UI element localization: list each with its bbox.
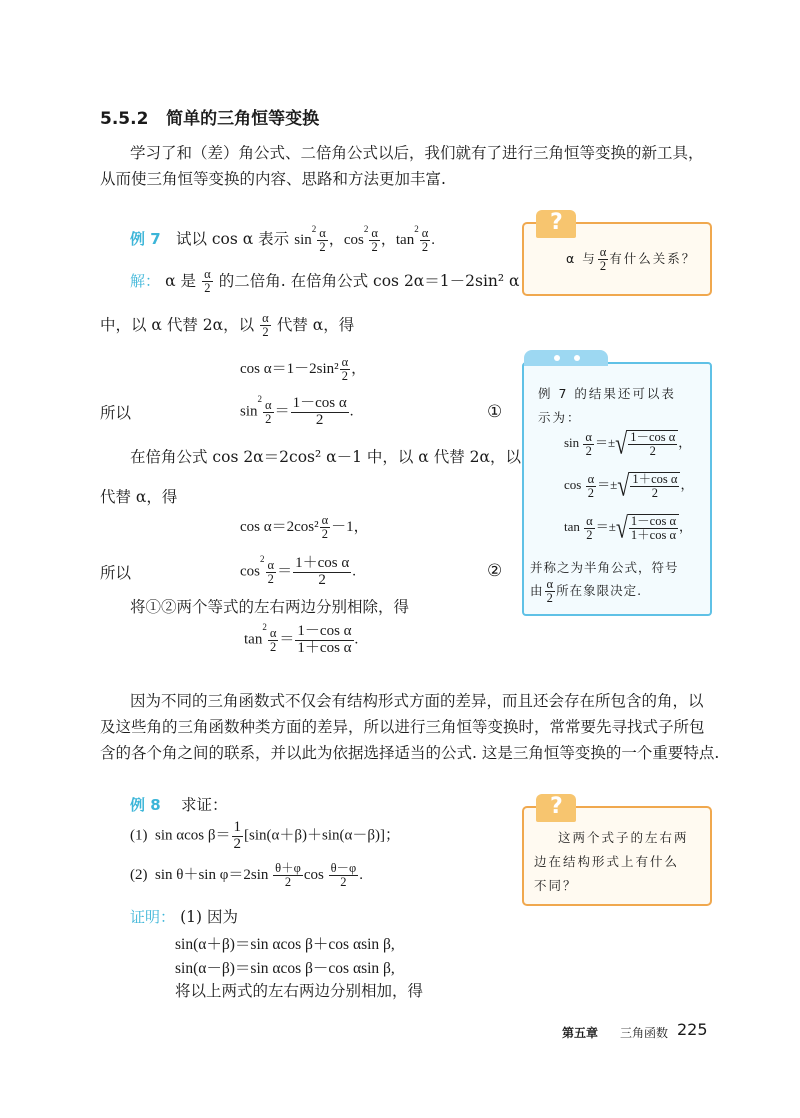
question-box-1-text-b: 有什么关系？ bbox=[609, 251, 697, 267]
proof-line-1 bbox=[130, 904, 238, 930]
page-number: 225 bbox=[677, 1020, 708, 1039]
note-line-4-b: 所在象限决定. bbox=[556, 583, 643, 599]
example-7-prompt bbox=[130, 226, 435, 254]
question-mark-icon: ? bbox=[550, 210, 563, 235]
paragraph-2-text-a: 在倍角公式 cos 2α＝2cos² α－1 中，以 α 代替 2α，以 bbox=[130, 448, 521, 467]
paragraph-line-3: 含的各个角之间的联系，并以此为依据选择适当的公式. 这是三角恒等变换的一个重要特点. bbox=[100, 744, 720, 762]
so-label-1: 所以 bbox=[100, 404, 132, 422]
example-7-targets: $\sin^2$ $\frac{\alpha}{2}$ ，$\cos^2$ $\frac{\alpha}{2}$ ，$\tan^2$ $\frac{\alpha}{2}$ . bbox=[294, 224, 436, 255]
note-tab bbox=[524, 350, 608, 366]
question-box-1 bbox=[522, 210, 712, 296]
question-box-2-line-3: 不同？ bbox=[534, 878, 578, 893]
section-number: 5.5.2 bbox=[100, 109, 149, 129]
intro-line-1: 学习了和（差）角公式、二倍角公式以后，我们就有了进行三角恒等变换的新工具， bbox=[130, 144, 704, 162]
part-2-cos: cos bbox=[303, 867, 324, 884]
solution-label: 解： bbox=[130, 272, 161, 291]
proof-label: 证明： bbox=[130, 908, 176, 926]
equation-1: $\sin^2$ $\frac{\alpha}{2}$ ＝ $\frac{\text{1－cos α}}{2}$ . bbox=[240, 394, 354, 428]
equation-2: $\cos^2$ $\frac{\alpha}{2}$ ＝ $\frac{\text{1＋cos α}}{2}$ . bbox=[240, 554, 356, 588]
example-8-prompt bbox=[130, 792, 228, 818]
solution-line-2: 中，以 α 代替 2α，以 $\frac{\alpha}{2}$ 代替 α，得 bbox=[100, 311, 355, 340]
question-badge-2 bbox=[536, 794, 576, 822]
note-line-4-a: 由 bbox=[530, 583, 544, 599]
equation-cos-alpha-1-text: cos α＝1－2sin² bbox=[240, 361, 339, 378]
note-box bbox=[522, 362, 712, 616]
footer-chapter: 第五章 bbox=[562, 1026, 599, 1040]
footer-chapter-name: 三角函数 bbox=[620, 1026, 669, 1040]
equation-cos-alpha-1: cos α＝1－2sin² $\frac{\alpha}{2}$ ， bbox=[240, 355, 367, 384]
example-7-text: 试以 cos α 表示 bbox=[175, 230, 290, 248]
paragraph-line-1: 因为不同的三角函数式不仅会有结构形式方面的差异，而且还会存在所包含的角，以 bbox=[130, 692, 704, 710]
equation-cos-alpha-2-text: cos α＝2cos² bbox=[240, 519, 319, 536]
section-heading bbox=[100, 104, 319, 129]
example-7-label: 例 7 bbox=[130, 230, 161, 248]
solution-text-a: α 是 bbox=[165, 272, 197, 291]
solution-text-b: 的二倍角. 在倍角公式 cos 2α＝1－2sin² α bbox=[218, 272, 520, 291]
equation-number-2: ② bbox=[487, 561, 503, 581]
proof-equation-1: sin(α＋β)＝sin αcos β＋cos αsin β, bbox=[175, 936, 395, 953]
note-line-1: 例 7 的结果还可以表 bbox=[538, 386, 676, 401]
equation-cos-alpha-2-tail: －1， bbox=[331, 519, 369, 536]
paragraph-2-line-2: 代替 α，得 bbox=[100, 488, 178, 506]
part-2-lhs: sin θ＋sin φ＝2sin bbox=[155, 867, 269, 884]
example-8-part-2: (2) sin θ＋sin φ＝2sin $\frac{\theta+\varphi}{2}$ cos $\frac{\theta-\varphi}{2}$ . bbox=[130, 861, 364, 890]
part-1-lhs: sin αcos β＝ bbox=[155, 827, 231, 844]
solution-line-1: 解： α 是 $\frac{\alpha}{2}$ 的二倍角. 在倍角公式 cos 2α＝1－2sin² α bbox=[130, 267, 520, 296]
example-8-label: 例 8 bbox=[130, 796, 161, 814]
so-label-2: 所以 bbox=[100, 564, 132, 582]
example-8-text: 求证： bbox=[181, 796, 228, 814]
question-box-1-text: α 与 $\frac{\alpha}{2}$ 有什么关系？ bbox=[566, 245, 697, 274]
example-8-part-1: (1) sin αcos β＝ $\frac{1}{2}$ [sin(α＋β)＋sin(α－β)]； bbox=[130, 819, 400, 852]
question-box-1-text-a: α 与 bbox=[566, 251, 597, 267]
question-mark-icon: ? bbox=[550, 794, 563, 819]
half-angle-tan: tan $\frac{\alpha}{2}$ ＝±√ $\frac{\text{1－cos α}}{\text{1＋cos α}}$ ， bbox=[564, 510, 693, 545]
proof-line-add: 将以上两式的左右两边分别相加，得 bbox=[175, 982, 424, 1000]
note-line-2: 示为： bbox=[538, 410, 582, 425]
equation-tan: $\tan^2$ $\frac{\alpha}{2}$ ＝ $\frac{\text{1－cos α}}{\text{1＋cos α}}$ . bbox=[244, 622, 359, 656]
paragraph-line-2: 及这些角的三角函数种类方面的差异，所以进行三角恒等变换时，常常要先寻找式子所包 bbox=[100, 718, 705, 736]
part-1-label: (1) bbox=[130, 827, 148, 844]
proof-text-1: (1) 因为 bbox=[180, 908, 238, 926]
half-angle-sin: sin $\frac{\alpha}{2}$ ＝±√ $\frac{\text{1－cos α}}{2}$ ， bbox=[564, 426, 692, 461]
equation-cos-alpha-2: cos α＝2cos² $\frac{\alpha}{2}$ －1， bbox=[240, 513, 369, 542]
half-angle-cos: cos $\frac{\alpha}{2}$ ＝±√ $\frac{\text{1＋cos α}}{2}$ ， bbox=[564, 468, 694, 503]
divide-line: 将①②两个等式的左右两边分别相除，得 bbox=[130, 598, 410, 616]
note-line-4: 由 $\frac{\alpha}{2}$ 所在象限决定. bbox=[530, 577, 643, 606]
part-1-rhs: [sin(α＋β)＋sin(α－β)]； bbox=[244, 827, 400, 844]
question-badge-1 bbox=[536, 210, 576, 238]
solution-text-c: 中，以 α 代替 2α，以 bbox=[100, 316, 255, 335]
proof-equation-2: sin(α－β)＝sin αcos β－cos αsin β, bbox=[175, 960, 395, 977]
equation-number-1: ① bbox=[487, 402, 503, 422]
question-box-2-line-2: 边在结构形式上有什么 bbox=[534, 854, 680, 869]
note-line-3: 并称之为半角公式，符号 bbox=[530, 560, 679, 575]
section-title: 简单的三角恒等变换 bbox=[166, 109, 320, 129]
solution-text-d: 代替 α，得 bbox=[276, 316, 355, 335]
paragraph-2-line-1 bbox=[130, 444, 539, 471]
part-2-label: (2) bbox=[130, 867, 148, 884]
question-box-2 bbox=[522, 794, 712, 906]
intro-line-2: 从而使三角恒等变换的内容、思路和方法更加丰富. bbox=[100, 170, 446, 188]
question-box-2-line-1: 这两个式子的左右两 bbox=[558, 830, 689, 845]
